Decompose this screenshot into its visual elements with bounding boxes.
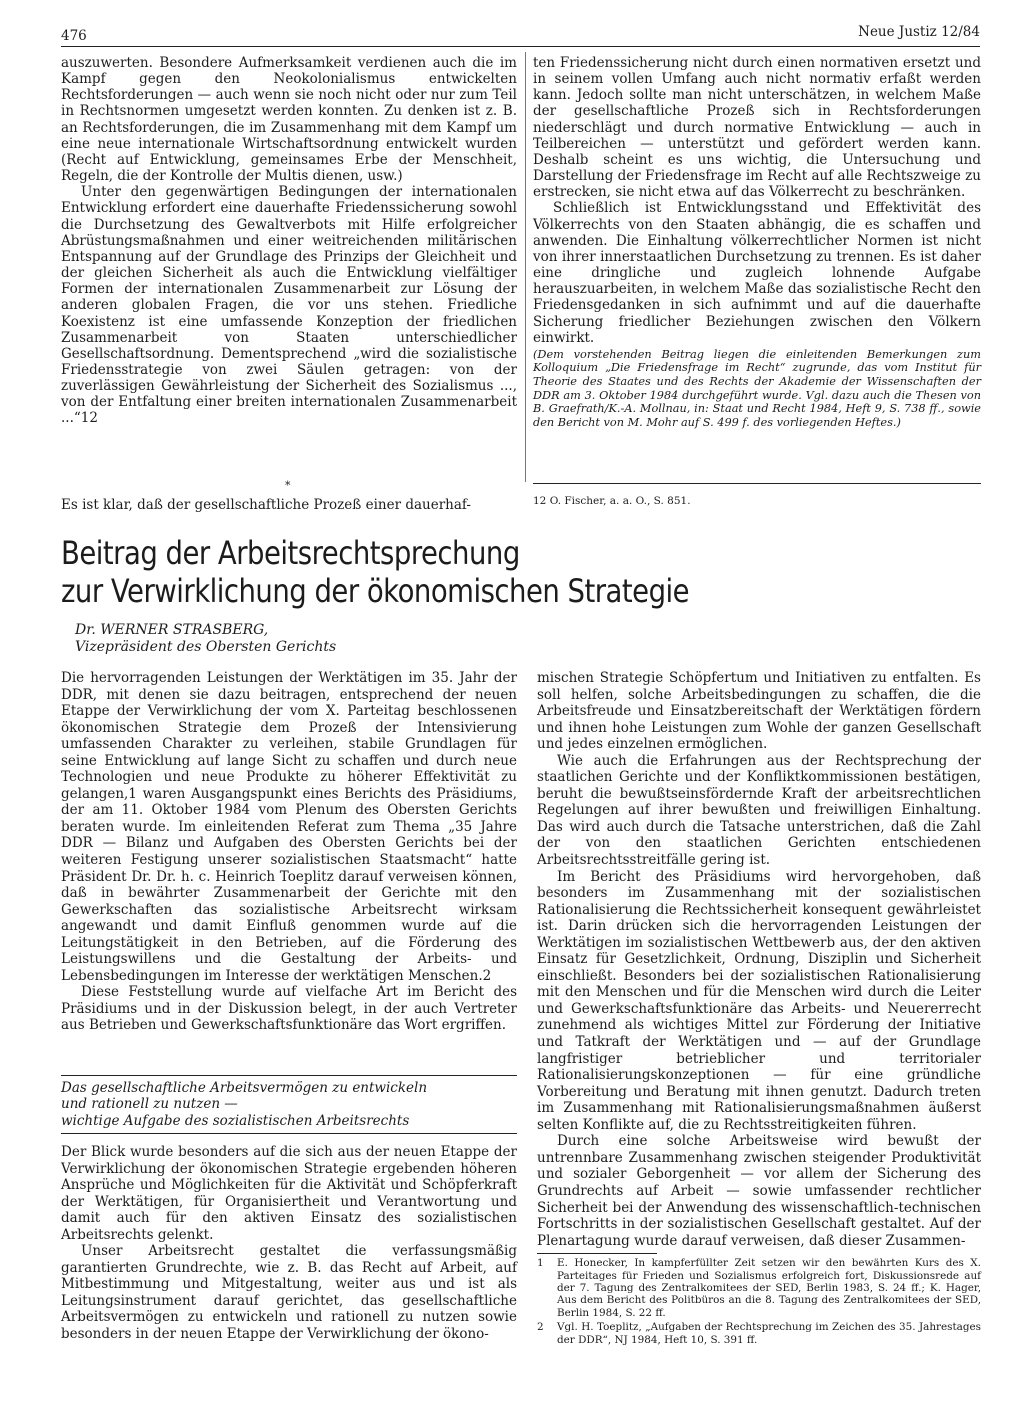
paragraph: ten Friedenssicherung nicht durch einen normativen ersetzt und in seinem vollen Umfang auch nicht normativ erfaßt werden kann. Jedoch sollte man nicht unterschätzen, in welchem Maße der gesellschaftliche Prozeß sich in Rechtsforderungen niederschlägt und durch normative Entwicklung — auch in Teilbereichen — unterstützt und gefördert werden kann. Deshalb scheint es uns wichtig, die Untersuchung und Darstellung der Friedensfrage im Recht auf alle Rechtszweige zu erstrecken, sie nicht etwa auf das Völkerrecht zu beschränken. (533, 55, 981, 201)
subheading-line: und rationell zu nutzen — (61, 1096, 238, 1113)
article-title-line-2: zur Verwirklichung der ökonomischen Strategie (61, 572, 690, 610)
footnotes (537, 1253, 981, 1346)
article-column-1-continued (61, 1144, 517, 1343)
paragraph: Schließlich ist Entwicklungsstand und Effektivität des Völkerrechts von den Staaten abhängig, die es schaffen und anwenden. Die Einhaltung völkerrechtlicher Normen ist nicht von ihrer innerstaatlichen Durchsetzung zu trennen. Es ist daher eine dringliche und zugleich lohnende Aufgabe herauszuarbeiten, in welchem Maße das sozialistische Recht den Friedensgedanken in sich aufnimmt und auf die dauerhafte Sicherung friedlicher Beziehungen zwischen den Völkern einwirkt. (533, 200, 981, 346)
article-title-line-1: Beitrag der Arbeitsrechtsprechung (61, 534, 520, 572)
subheading-line: wichtige Aufgabe des sozialistischen Arbeitsrechts (61, 1112, 410, 1129)
section-subheading (61, 1075, 517, 1134)
top-article-column-1 (61, 55, 517, 427)
footnote (537, 1257, 981, 1319)
footnote-text: Vgl. H. Toeplitz, „Aufgaben der Rechtsprechung im Zeichen des 35. Jahrestages der DDR“, NJ 1984, Heft 10, S. 391 ff. (557, 1321, 981, 1346)
footnote-rule (533, 483, 981, 484)
paragraph: Wie auch die Erfahrungen aus der Rechtsprechung der staatlichen Gerichte und der Konfliktkommissionen bestätigen, beruht die bewußtseinsfördernde Kraft der arbeitsrechtlichen Regelungen auf ihrer bewußten und freiwilligen Einhaltung. Das wird auch durch die Tatsache unterstrichen, daß die Zahl der von den staatlichen Gerichten entschiedenen Arbeitsrechtsstreitfälle gering ist. (537, 752, 981, 869)
column-divider (525, 52, 526, 482)
section-separator-star: * (285, 479, 291, 492)
paragraph: auszuwerten. Besondere Aufmerksamkeit verdienen auch die im Kampf gegen den Neokolonialismus entwickelten Rechtsforderungen — auch wenn sie noch nicht oder nur zum Teil in Rechtsnormen umgesetzt werden konnten. Zu denken ist z. B. an Rechtsforderungen, die im Zusammenhang mit dem Kampf um eine neue internationale Wirtschaftsordnung entwickelt wurden (Recht auf Entwicklung, gemeinsames Erbe der Menschheit, Regeln, die der Kontrolle der Multis dienen, usw.) (61, 55, 517, 185)
footnote-number: 1 (537, 1257, 544, 1270)
journal-title: Neue Justiz 12/84 (858, 24, 980, 40)
footnote-12: 12 O. Fischer, a. a. O., S. 851. (533, 495, 691, 507)
article-column-1 (61, 670, 517, 1034)
author-name: Dr. WERNER STRASBERG, (75, 622, 269, 638)
footnote-rule (537, 1253, 657, 1254)
paragraph: Unser Arbeitsrecht gestaltet die verfassungsmäßig garantierten Grundrechte, wie z. B. das Recht auf Arbeit, auf Mitbestimmung und Mitgestaltung, weiter aus und ist als Leitungsinstrument darauf gerichtet, das gesellschaftliche Arbeitsvermögen zu entwickeln und rationell zu nutzen sowie besonders in der neuen Etappe der Verwirklichung der ökono- (61, 1243, 517, 1343)
header-rule (61, 46, 980, 47)
article-title (61, 534, 861, 610)
paragraph: Es ist klar, daß der gesellschaftliche Prozeß einer dauerhaf- (61, 497, 471, 513)
top-article-column-2 (533, 55, 981, 429)
paragraph: Der Blick wurde besonders auf die sich aus der neuen Etappe der Verwirklichung der ökonomischen Strategie ergebenden höheren Ansprüche und Möglichkeiten für die Aktivität und Schöpferkraft der Werktätigen, für Organisiertheit und Verantwortung und damit auch für den aktiven Einsatz des sozialistischen Arbeitsrechts gelenkt. (61, 1144, 517, 1243)
author-block (75, 622, 336, 656)
paragraph: Die hervorragenden Leistungen der Werktätigen im 35. Jahr der DDR, mit denen sie dazu beitragen, entsprechend der neuen Etappe der Verwirklichung der vom X. Parteitag beschlossenen ökonomischen Strategie dem Prozeß der Intensivierung umfassenden Charakter zu verleihen, stabile Grundlagen für seine Entwicklung auf lange Sicht zu schaffen und durch neue Technologien und neue Produkte zu höherer Effektivität zu gelangen,1 waren Ausgangspunkt eines Berichts des Präsidiums, der am 11. Oktober 1984 vom Plenum des Obersten Gerichts beraten wurde. Im einleitenden Referat zum Thema „35 Jahre DDR — Bilanz und Aufgaben des Obersten Gerichts bei der weiteren Festigung unserer sozialistischen Staatsmacht“ hatte Präsident Dr. Dr. h. c. Heinrich Toeplitz darauf verweisen können, daß in bewährter Zusammenarbeit der Gerichte mit den Gewerkschaften das sozialistische Arbeitsrecht wirksam angewandt und damit Einfluß genommen wurde auf die Leitungstätigkeit in den Betrieben, auf die Förderung des Leistungswillens und die Gestaltung der Arbeits- und Lebensbedingungen im Interesse der werktätigen Menschen.2 (61, 670, 517, 984)
paragraph: Unter den gegenwärtigen Bedingungen der internationalen Entwicklung erfordert eine dauerhafte Friedenssicherung sowohl die Durchsetzung des Gewaltverbots mit Hilfe erfolgreicher Abrüstungsmaßnahmen und einer weitreichenden militärischen Entspannung auf der Grundlage des Prinzips der Gleichheit und der gleichen Sicherheit als auch die Entwicklung vielfältiger Formen der internationalen Zusammenarbeit zur Lösung der anderen globalen Fragen, die vor uns stehen. Friedliche Koexistenz ist eine umfassende Konzeption der friedlichen Zusammenarbeit von Staaten unterschiedlicher Gesellschaftsordnung. Dementsprechend „wird die sozialistische Friedensstrategie von zwei Säulen getragen: von der zuverlässigen Gewährleistung der Sicherheit des Sozialismus ..., von der Entfaltung einer breiten internationalen Zusammenarbeit ...“12 (61, 184, 517, 427)
article-column-2 (537, 670, 981, 1348)
page-number: 476 (61, 28, 87, 44)
footnote-text: E. Honecker, In kampferfüllter Zeit setzen wir den bewährten Kurs des X. Parteitages für Frieden und Sozialismus erfolgreich fort, Diskussionsrede auf der 7. Tagung des Zentralkomitees der SED, Berlin 1983, S. 24 ff.; K. Hager, Aus dem Bericht des Politbüros an die 8. Tagung des Zentralkomitees der SED, Berlin 1984, S. 22 ff. (557, 1257, 981, 1319)
paragraph: Im Bericht des Präsidiums wird hervorgehoben, daß besonders im Zusammenhang mit der sozialistischen Rationalisierung die Rechtssicherheit konsequent gewährleistet ist. Darin drücken sich die hervorragenden Leistungen der Werktätigen im sozialistischen Wettbewerb aus, der den aktiven Einsatz für Gesetzlichkeit, Ordnung, Disziplin und Sicherheit einschließt. Besonders bei der sozialistischen Rationalisierung mit den Menschen und für die Menschen wird durch die Leiter und Gewerkschaftsfunktionäre das Arbeits- und Neuererrecht zunehmend als wichtiges Mittel zur Förderung der Initiative und Tatkraft der Werktätigen und — auf der Grundlage langfristiger betrieblicher und territorialer Rationalisierungskonzeptionen — für eine gründliche Vorbereitung und Beratung mit ihnen genutzt. Dadurch treten im Zusammenhang mit Rationalisierungsmaßnahmen äußerst selten Konflikte auf, die zu Rechtsstreitigkeiten führen. (537, 868, 981, 1133)
paragraph: Diese Feststellung wurde auf vielfache Art im Bericht des Präsidiums und in der Diskussion belegt, in der auch Vertreter aus Betrieben und Gewerkschaftsfunktionäre das Wort ergriffen. (61, 984, 517, 1034)
author-role: Vizepräsident des Obersten Gerichts (75, 639, 337, 655)
paragraph: mischen Strategie Schöpfertum und Initiativen zu entfalten. Es soll helfen, solche Arbeitsbedingungen zu schaffen, die die Arbeitsfreude und Einsatzbereitschaft der Werktätigen fördern und ihnen hohe Leistungen zum Wohle der ganzen Gesellschaft und jedes einzelnen ermöglichen. (537, 670, 981, 753)
subheading-line: Das gesellschaftliche Arbeitsvermögen zu entwickeln (61, 1080, 428, 1096)
editorial-note: (Dem vorstehenden Beitrag liegen die einleitenden Bemerkungen zum Kolloquium „Die Friedensfrage im Recht“ zugrunde, das vom Institut für Theorie des Staates und des Rechts der Akademie der Wissenschaften der DDR am 3. Oktober 1984 durchgeführt wurde. Vgl. dazu auch die Thesen von B. Graefrath/K.-A. Mollnau, in: Staat und Recht 1984, Heft 9, S. 738 ff., sowie den Bericht von M. Mohr auf S. 499 f. des vorliegenden Heftes.) (533, 347, 981, 429)
footnote (537, 1321, 981, 1346)
paragraph: Durch eine solche Arbeitsweise wird bewußt der untrennbare Zusammenhang zwischen steigender Produktivität und sozialer Geborgenheit — vor allem der Sicherung des Grundrechts auf Arbeit — sowie umfassender rechtlicher Sicherheit bei der Anwendung des wissenschaftlich-technischen Fortschritts in der sozialistischen Gesellschaft gestaltet. Auf der Plenartagung wurde darauf verweisen, daß dieser Zusammen- (537, 1133, 981, 1249)
footnote-number: 2 (537, 1321, 544, 1334)
